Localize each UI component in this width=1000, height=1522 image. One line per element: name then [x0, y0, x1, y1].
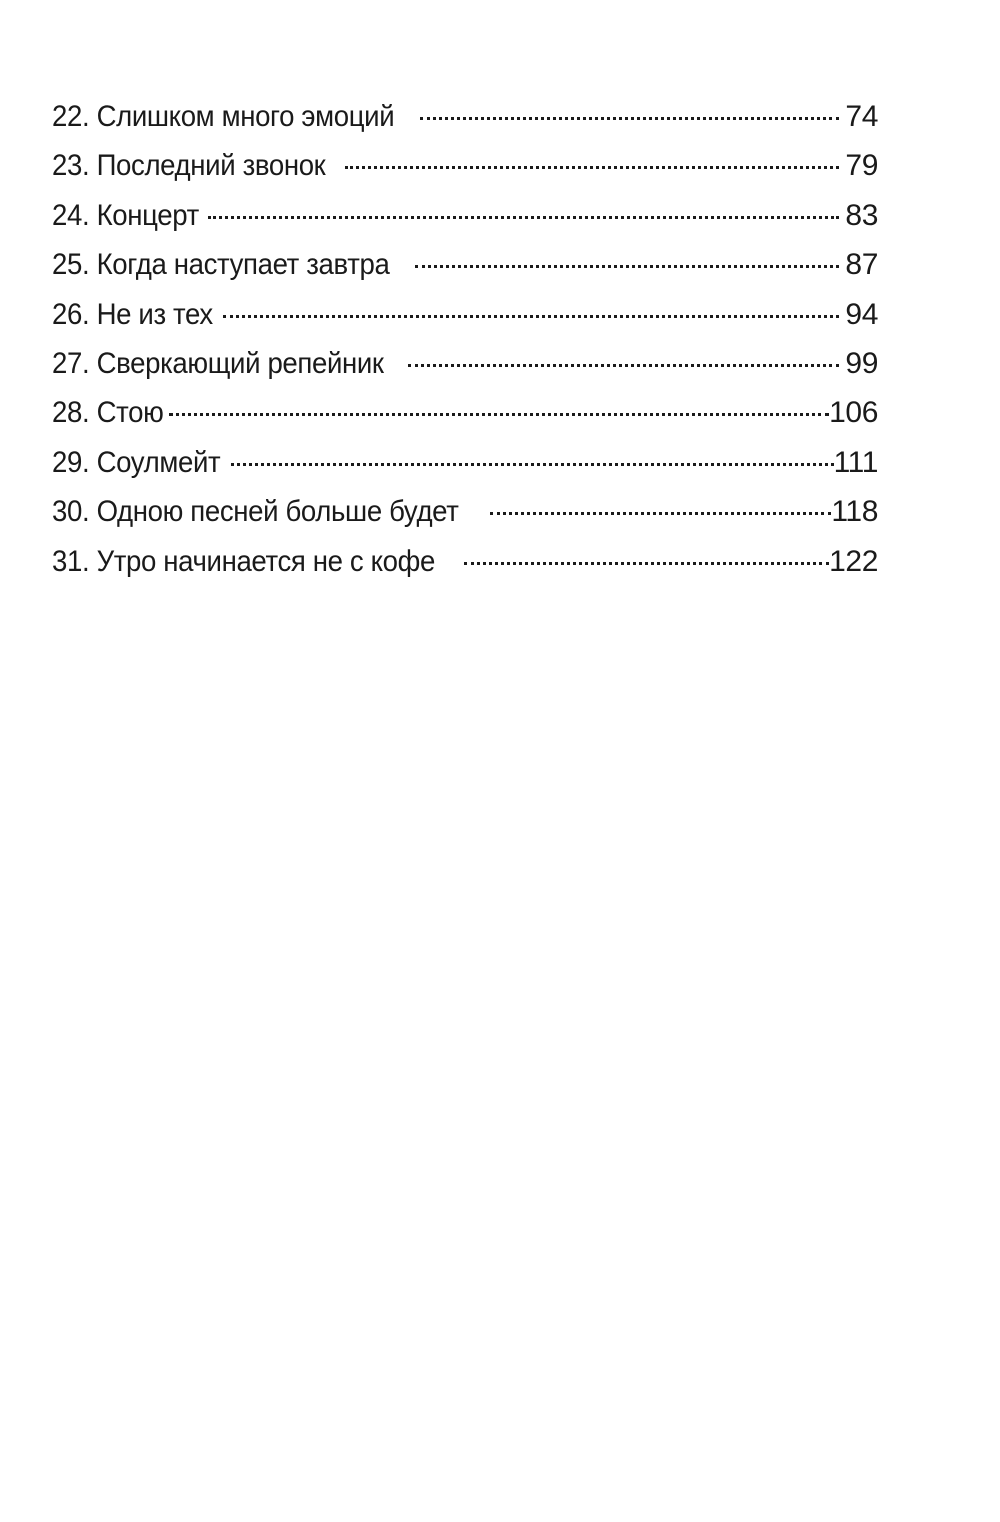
toc-entry-title: 26. Не из тех — [52, 297, 213, 331]
toc-entry-title: 28. Стою — [52, 396, 164, 430]
toc-entry-title: 22. Слишком много эмоций — [52, 100, 395, 133]
toc-entry-title: 27. Сверкающий репейник — [52, 346, 384, 380]
toc-entry-page: 87 — [845, 248, 878, 282]
toc-entry-22 — [52, 92, 878, 141]
toc-entry-page: 111 — [833, 445, 878, 479]
dot-leader — [208, 216, 840, 219]
toc-entry-28 — [52, 388, 878, 437]
toc-entry-page: 94 — [845, 297, 878, 331]
toc-entry-title: 30. Одною песней больше будет — [52, 495, 459, 529]
toc-entry-page: 83 — [845, 198, 878, 232]
dot-leader — [345, 166, 839, 169]
toc-entry-page: 106 — [829, 396, 878, 430]
toc-entry-23 — [52, 141, 878, 190]
toc-entry-26 — [52, 290, 878, 339]
toc-entry-page: 79 — [845, 149, 878, 183]
toc-entry-title: 24. Концерт — [52, 198, 199, 232]
dot-leader — [408, 364, 839, 367]
toc-entry-24 — [52, 191, 878, 240]
toc-entry-31 — [52, 537, 878, 586]
dot-leader — [464, 562, 829, 565]
toc-entry-25 — [52, 240, 878, 289]
dot-leader — [231, 463, 834, 466]
toc-entry-title: 23. Последний звонок — [52, 149, 326, 183]
toc-entry-30 — [52, 487, 878, 536]
toc-entry-page: 118 — [831, 495, 878, 529]
toc-entry-page: 99 — [845, 346, 878, 380]
toc-entry-title: 31. Утро начинается не с кофе — [52, 544, 435, 578]
toc-entry-page: 74 — [845, 100, 878, 133]
dot-leader — [420, 117, 839, 120]
dot-leader — [415, 265, 840, 268]
dot-leader — [223, 315, 840, 318]
toc-entry-title: 29. Соулмейт — [52, 445, 221, 479]
toc-entry-title: 25. Когда наступает завтра — [52, 248, 390, 282]
table-of-contents — [52, 92, 878, 586]
toc-entry-29 — [52, 438, 878, 487]
dot-leader — [169, 413, 829, 416]
dot-leader — [490, 512, 831, 515]
toc-entry-page: 122 — [829, 544, 878, 578]
toc-entry-27 — [52, 339, 878, 388]
